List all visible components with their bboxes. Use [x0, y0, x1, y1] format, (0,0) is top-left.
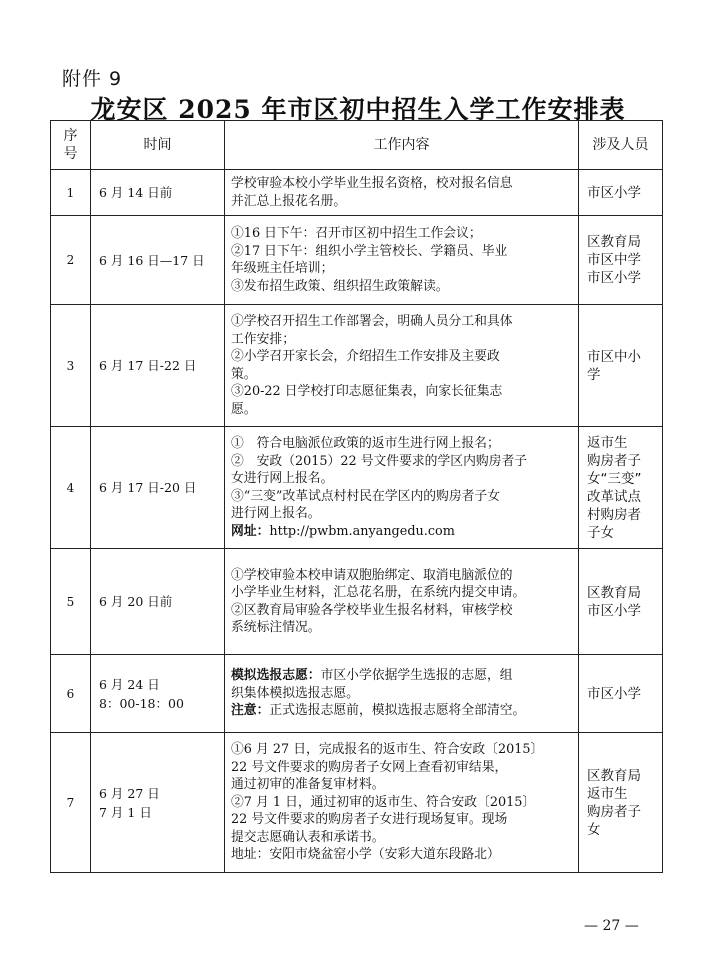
table-row [51, 733, 663, 873]
row-time: 6 月 16 日—17 日 [91, 216, 225, 305]
attachment-label: 附件 9 [62, 68, 123, 90]
row-content: ① 符合电脑派位政策的返市生进行网上报名； ② 安政（2015）22 号文件要求的学区内购房者子 女进行网上报名。 ③“三变”改革试点村村民在学区内的购房者子女 进行网上报名。 网址：http://pwbm.anyangedu.com [225, 427, 579, 549]
row-time: 6 月 20 日前 [91, 549, 225, 655]
schedule-table [50, 120, 663, 873]
row-people: 市区中小 学 [579, 305, 663, 427]
row-seq: 5 [51, 549, 91, 655]
notice-label: 注意： [231, 703, 270, 719]
table-row [51, 655, 663, 733]
row-time: 6 月 24 日 8：00-18：00 [91, 655, 225, 733]
row-seq: 2 [51, 216, 91, 305]
row-people: 区教育局 市区中学 市区小学 [579, 216, 663, 305]
row-content: ①6 月 27 日，完成报名的返市生、符合安政〔2015〕 22 号文件要求的购房者子女网上查看初审结果， 通过初审的准备复审材料。 ②7 月 1 日，通过初审的返市生、符合安政〔2015〕 22 号文件要求的购房者子女进行现场复审。现场 提交志愿确认表和承诺书。 地址：安阳市烧盆窑小学（安彩大道东段路北） [225, 733, 579, 873]
row-content: ①学校召开招生工作部署会，明确人员分工和具体 工作安排； ②小学召开家长会，介绍招生工作安排及主要政 策。 ③20-22 日学校打印志愿征集表，向家长征集志 愿。 [225, 305, 579, 427]
row-content: 模拟选报志愿：市区小学依据学生选报的志愿，组 织集体模拟选报志愿。 注意：正式选报志愿前，模拟选报志愿将全部清空。 [225, 655, 579, 733]
header-time: 时间 [91, 121, 225, 170]
row-seq: 6 [51, 655, 91, 733]
row-content: ①学校审验本校申请双胞胎绑定、取消电脑派位的 小学毕业生材料，汇总花名册，在系统内提交申请。 ②区教育局审验各学校毕业生报名材料，审核学校 系统标注情况。 [225, 549, 579, 655]
row-seq: 3 [51, 305, 91, 427]
table-header-row [51, 121, 663, 170]
url-label: 网址： [231, 523, 270, 539]
table-row [51, 549, 663, 655]
row-content: 学校审验本校小学毕业生报名资格，校对报名信息 并汇总上报花名册。 [225, 170, 579, 216]
header-content: 工作内容 [225, 121, 579, 170]
table-row [51, 170, 663, 216]
row-people: 区教育局 返市生 购房者子 女 [579, 733, 663, 873]
table-row [51, 216, 663, 305]
page-number: — 27 — [584, 918, 639, 934]
row-seq: 4 [51, 427, 91, 549]
header-seq: 序 号 [51, 121, 91, 170]
simulation-label: 模拟选报志愿： [231, 668, 321, 684]
row-seq: 1 [51, 170, 91, 216]
row-content: ①16 日下午：召开市区初中招生工作会议； ②17 日下午：组织小学主管校长、学籍员、毕业 年级班主任培训； ③发布招生政策、组织招生政策解读。 [225, 216, 579, 305]
header-people: 涉及人员 [579, 121, 663, 170]
row-people: 市区小学 [579, 655, 663, 733]
row-seq: 7 [51, 733, 91, 873]
table-row [51, 305, 663, 427]
document-title: 龙安区 2025 年市区初中招生入学工作安排表 [90, 95, 626, 124]
row-time: 6 月 14 日前 [91, 170, 225, 216]
row-time: 6 月 17 日-20 日 [91, 427, 225, 549]
registration-url: http://pwbm.anyangedu.com [269, 523, 455, 539]
row-time: 6 月 27 日 7 月 1 日 [91, 733, 225, 873]
row-people: 区教育局 市区小学 [579, 549, 663, 655]
row-people: 返市生 购房者子 女“三变” 改革试点 村购房者 子女 [579, 427, 663, 549]
row-people: 市区小学 [579, 170, 663, 216]
row-time: 6 月 17 日-22 日 [91, 305, 225, 427]
table-row [51, 427, 663, 549]
